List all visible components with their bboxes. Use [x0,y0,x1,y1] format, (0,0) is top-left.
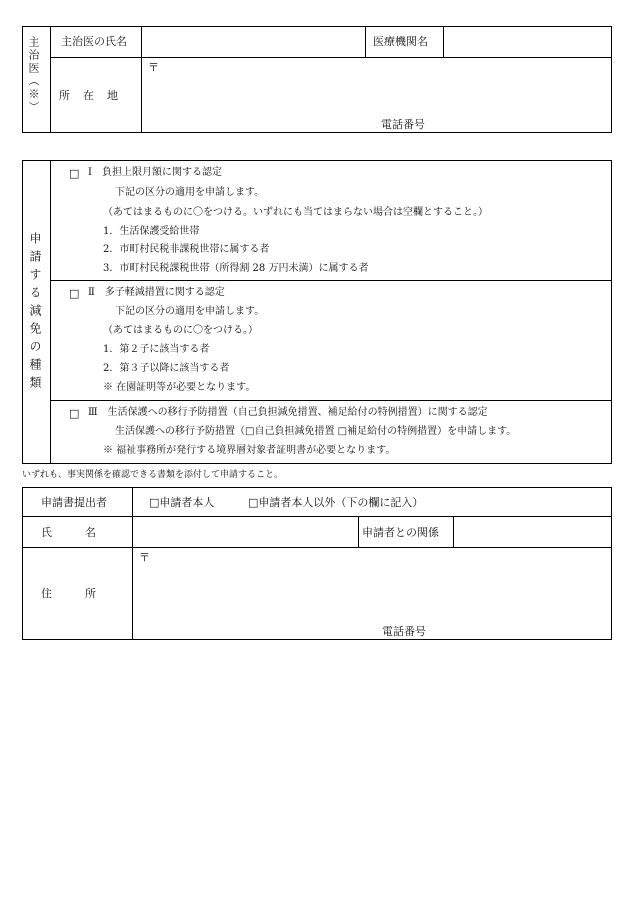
doctor-side-label: 主治医（※） [27,36,40,114]
doctor-name-field[interactable] [150,36,360,50]
submitter-name-label: 氏 名 [41,526,96,539]
institution-field[interactable] [450,36,605,50]
submitter-postal-mark: 〒 [139,551,150,564]
attachment-footnote: いずれも、事実関係を確認できる書類を添付して申請すること。 [22,470,284,480]
doctor-institution-divider-right [443,26,444,57]
section1-item-3: 3．市町村民税課税世帯（所得割 28 万円未満）に属する者 [103,263,369,274]
reduction-divider-1 [50,280,612,281]
doctor-label-divider [141,26,142,133]
section2-heading: Ⅱ 多子軽減措置に関する認定 [88,287,225,298]
doctor-postal-mark: 〒 [148,61,159,74]
reduction-divider-2 [50,400,612,401]
submitter-row-divider-1 [22,516,612,517]
submitter-phone-label: 電話番号 [382,625,426,638]
doctor-phone-label: 電話番号 [381,118,425,131]
doctor-name-label: 主治医の氏名 [61,35,127,48]
doctor-institution-divider-left [365,26,366,57]
submitter-label-divider [132,487,133,640]
section2-note: （あてはまるものに〇をつける。） [103,325,258,336]
submitter-section [22,487,612,640]
section1-item-2: 2．市町村民税非課税世帯に属する者 [103,244,270,255]
section1-intro: 下記の区分の適用を申請します。 [115,187,265,198]
section3-heading: Ⅲ 生活保護への移行予防措置（自己負担減免措置、補足給付の特例措置）に関する認定 [88,407,488,418]
reduction-side-label: 申請する減免の種類 [28,232,42,394]
section2-checkbox[interactable]: □ [69,287,80,300]
submitter-address-label: 住 所 [41,587,96,600]
doctor-row-divider [50,57,612,58]
submitter-name-field[interactable] [140,527,352,541]
section2-item-1: 1．第２子に該当する者 [103,344,210,355]
institution-label: 医療機関名 [373,35,428,48]
section2-remark: ※ 在園証明等が必要となります。 [103,382,256,393]
section3-checkbox[interactable]: □ [69,407,80,420]
submitter-row-divider-2 [22,547,612,548]
section1-note: （あてはまるものに〇をつける。いずれにも当てはまらない場合は空欄とすること。） [103,207,488,218]
section1-checkbox[interactable]: □ [69,167,80,180]
reduction-side-divider [50,160,51,464]
submitter-option-self[interactable]: □申請者本人 [149,496,215,509]
section1-item-1: 1．生活保護受給世帯 [103,226,200,237]
relation-divider-left [358,516,359,547]
section2-intro: 下記の区分の適用を申請します。 [115,306,265,317]
submitter-option-other[interactable]: □申請者本人以外（下の欄に記入） [248,496,424,509]
doctor-side-divider [50,26,51,133]
relation-field[interactable] [460,527,605,541]
section1-heading: Ⅰ 負担上限月額に関する認定 [88,167,222,178]
doctor-address-label: 所 在 地 [59,89,119,102]
section3-remark: ※ 福祉事務所が発行する境界層対象者証明書が必要となります。 [103,445,396,456]
reduction-section [22,160,612,464]
section3-line1: 生活保護への移行予防措置（□自己負担減免措置 □補足給付の特例措置）を申請します。 [115,426,517,437]
submitter-label: 申請書提出者 [41,496,107,509]
section2-item-2: 2．第３子以降に該当する者 [103,363,230,374]
relation-divider-right [453,516,454,547]
relation-label: 申請者との関係 [362,526,439,539]
